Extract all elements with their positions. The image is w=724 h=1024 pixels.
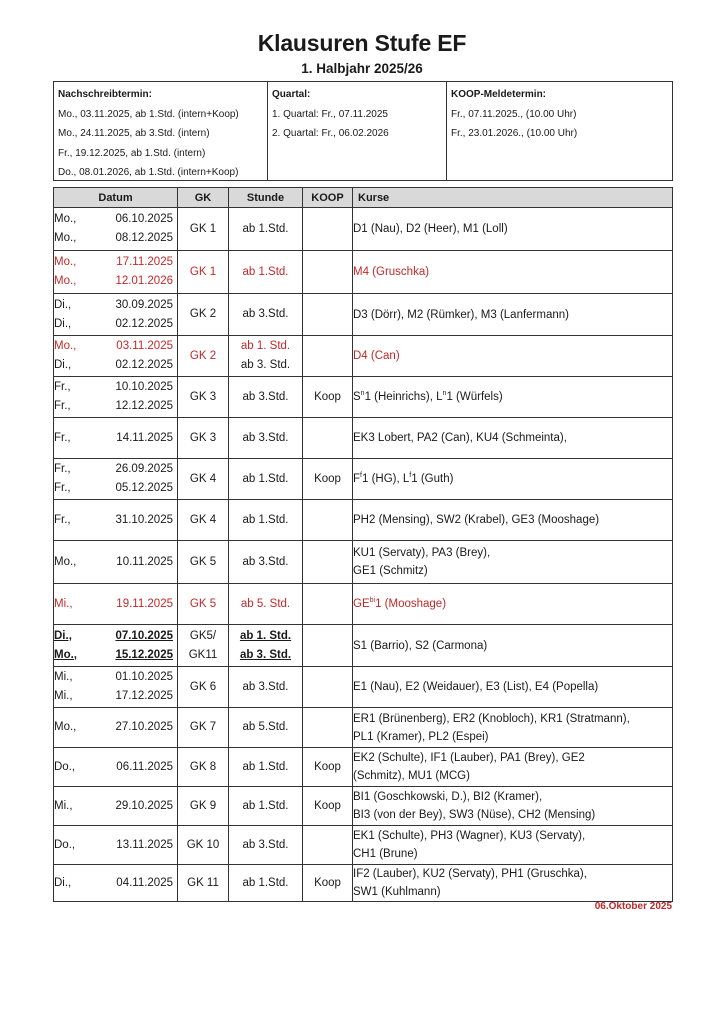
gk-cell: GK 7: [178, 708, 229, 748]
stunde-line: ab 3.Std.: [242, 838, 289, 851]
kurse-cell: [353, 667, 673, 708]
table-row: [54, 708, 673, 748]
quartal-heading: Quartal:: [272, 89, 311, 100]
koop-cell: [303, 541, 353, 584]
datum-cell: [54, 500, 178, 541]
datum-cell: [54, 787, 178, 826]
stunde-line: ab 1. Std.: [239, 629, 292, 642]
datum-cell: [54, 251, 178, 294]
koop-cell: [303, 208, 353, 251]
koop-cell: [303, 500, 353, 541]
stunde-line: ab 1. Std.: [240, 340, 291, 352]
kurse-line: EK3 Lobert, PA2 (Can), KU4 (Schmeinta),: [353, 432, 567, 444]
weekday: Di.,: [54, 317, 72, 330]
kurse-cell: [353, 336, 673, 377]
weekday: Mo.,: [54, 555, 77, 568]
stunde-cell: [229, 208, 303, 251]
stunde-cell: [229, 865, 303, 902]
kurse-cell: [353, 541, 673, 584]
table-row: [54, 459, 673, 500]
kurse-cell: [353, 748, 673, 787]
table-row: [54, 418, 673, 459]
column-header-gk: GK: [178, 188, 229, 208]
quartal-line: 1. Quartal: Fr., 07.11.2025: [272, 108, 388, 120]
gk-cell: GK 1: [178, 208, 229, 251]
gk-cell: GK 10: [178, 826, 229, 865]
date: 02.12.2025: [115, 317, 173, 330]
gk-cell: GK 3: [178, 377, 229, 418]
gk-cell: GK 4: [178, 500, 229, 541]
stunde-line: ab 3.Std.: [242, 431, 289, 444]
koop-meldetermin-section: [446, 82, 672, 180]
weekday: Di.,: [54, 876, 72, 889]
table-row: [54, 336, 673, 377]
weekday: Fr.,: [54, 400, 71, 412]
document-date: 06.Oktober 2025: [594, 901, 672, 912]
weekday: Mo.,: [54, 648, 77, 661]
kurse-line: CH1 (Brune): [353, 848, 418, 860]
datum-cell: [54, 418, 178, 459]
table-row: [54, 377, 673, 418]
kurse-cell: [353, 294, 673, 336]
date: 08.12.2025: [115, 232, 173, 244]
kurse-line: EK2 (Schulte), IF1 (Lauber), PA1 (Brey), GE2: [353, 752, 585, 764]
gk-cell: GK 11: [178, 865, 229, 902]
table-row: [54, 208, 673, 251]
gk-cell: GK 2: [178, 294, 229, 336]
table-row: [54, 294, 673, 336]
date: 06.11.2025: [116, 760, 173, 773]
table-row: [54, 865, 673, 902]
kurse-cell: [353, 787, 673, 826]
stunde-line: ab 1.Std.: [242, 472, 289, 485]
weekday: Fr.,: [54, 463, 71, 475]
nachschreibtermin-line: Mo., 24.11.2025, ab 3.Std. (intern): [58, 128, 210, 139]
date: 26.09.2025: [115, 463, 173, 475]
kurse-line: D1 (Nau), D2 (Heer), M1 (Loll): [353, 223, 508, 235]
stunde-line: ab 1.Std.: [242, 513, 289, 526]
koop-cell: [303, 336, 353, 377]
stunde-cell: [229, 708, 303, 748]
kurse-cell: [353, 584, 673, 625]
stunde-line: ab 1.Std.: [242, 799, 289, 812]
kurse-line: S1 (Barrio), S2 (Carmona): [353, 639, 488, 652]
nachschreibtermin-line: Fr., 19.12.2025, ab 1.Std. (intern): [58, 147, 206, 159]
gk-cell: GK5/ GK11: [178, 625, 229, 667]
koop-cell: [303, 418, 353, 459]
table-row: [54, 826, 673, 865]
nachschreibtermin-line: Do., 08.01.2026, ab 1.Std. (intern+Koop): [58, 167, 239, 178]
gk-cell: GK 6: [178, 667, 229, 708]
kurse-line: IF2 (Lauber), KU2 (Servaty), PH1 (Gruschka),: [353, 868, 587, 880]
quartal-line: 2. Quartal: Fr., 06.02.2026: [272, 128, 389, 139]
stunde-line: ab 5. Std.: [240, 597, 291, 610]
table-header-row: [54, 188, 673, 208]
datum-cell: [54, 541, 178, 584]
koop-cell: [303, 584, 353, 625]
koop-cell: [303, 708, 353, 748]
koop-cell: Koop: [303, 787, 353, 826]
page-title: Klausuren Stufe EF: [257, 30, 467, 56]
exam-schedule-table: [53, 187, 673, 902]
weekday: Mo.,: [54, 232, 77, 244]
gk-cell: GK 2: [178, 336, 229, 377]
date: 03.11.2025: [116, 340, 173, 352]
koop-cell: [303, 251, 353, 294]
datum-cell: [54, 294, 178, 336]
weekday: Fr.,: [54, 431, 71, 444]
datum-cell: [54, 584, 178, 625]
datum-cell: [54, 336, 178, 377]
date: 29.10.2025: [115, 799, 173, 812]
kurse-line: D3 (Dörr), M2 (Rümker), M3 (Lanfermann): [353, 308, 569, 321]
weekday: Fr.,: [54, 513, 71, 526]
koop-meldetermin-line: Fr., 07.11.2025., (10.00 Uhr): [451, 108, 577, 120]
kurse-line: $F^f1$ (HG), $L^f1$ (Guth): [353, 472, 454, 485]
column-header-koop: KOOP: [303, 188, 353, 208]
table-row: [54, 748, 673, 787]
stunde-cell: [229, 667, 303, 708]
koop-cell: [303, 625, 353, 667]
koop-cell: [303, 294, 353, 336]
koop-cell: Koop: [303, 748, 353, 787]
date: 10.10.2025: [115, 381, 173, 393]
koop-cell: [303, 826, 353, 865]
gk-cell: GK 5: [178, 541, 229, 584]
kurse-line: ER1 (Brünenberg), ER2 (Knobloch), KR1 (Stratmann),: [353, 712, 630, 725]
datum-cell: [54, 748, 178, 787]
nachschreibtermin-section: [54, 82, 267, 180]
weekday: Mo.,: [54, 256, 77, 268]
kurse-line: $S^n1$ (Heinrichs), $L^n1$ (Würfels): [353, 390, 503, 403]
stunde-cell: [229, 584, 303, 625]
stunde-line: ab 3.Std.: [242, 390, 289, 403]
stunde-line: ab 5.Std.: [242, 721, 289, 733]
stunde-cell: [229, 377, 303, 418]
date: 13.11.2025: [116, 838, 173, 851]
datum-cell: [54, 667, 178, 708]
date: 12.12.2025: [115, 400, 173, 412]
koop-cell: Koop: [303, 377, 353, 418]
stunde-line: ab 3. Std.: [240, 359, 291, 371]
table-row: [54, 667, 673, 708]
table-row: [54, 500, 673, 541]
stunde-cell: [229, 500, 303, 541]
stunde-cell: [229, 787, 303, 826]
kurse-line: PL1 (Kramer), PL2 (Espei): [353, 730, 489, 743]
nachschreibtermin-line: Mo., 03.11.2025, ab 1.Std. (intern+Koop): [58, 108, 239, 120]
table-row: [54, 787, 673, 826]
weekday: Do.,: [54, 838, 76, 851]
weekday: Di.,: [54, 359, 72, 371]
date: 10.11.2025: [116, 555, 173, 568]
date: 19.11.2025: [116, 597, 173, 610]
nachschreibtermin-heading: Nachschreibtermin:: [58, 89, 152, 100]
kurse-cell: [353, 708, 673, 748]
date: 05.12.2025: [115, 482, 173, 494]
kurse-cell: [353, 208, 673, 251]
stunde-line: ab 1.Std.: [242, 265, 289, 278]
date: 12.01.2026: [115, 275, 173, 287]
weekday: Mo.,: [54, 340, 77, 352]
kurse-line: EK1 (Schulte), PH3 (Wagner), KU3 (Servaty),: [353, 830, 586, 842]
koop-cell: Koop: [303, 459, 353, 500]
kurse-cell: [353, 459, 673, 500]
weekday: Fr.,: [54, 482, 71, 494]
stunde-line: ab 1.Std.: [242, 222, 289, 235]
date: 17.12.2025: [115, 690, 173, 702]
weekday: Mi.,: [54, 671, 73, 683]
weekday: Mi.,: [54, 799, 73, 812]
kurse-cell: [353, 625, 673, 667]
kurse-line: M4 (Gruschka): [353, 266, 430, 278]
table-row: [54, 584, 673, 625]
stunde-line: ab 3.Std.: [242, 680, 289, 693]
date: 15.12.2025: [115, 648, 173, 661]
stunde-line: ab 3.Std.: [242, 555, 289, 568]
gk-cell: GK 3: [178, 418, 229, 459]
date: 02.12.2025: [115, 359, 173, 371]
page-subtitle: 1. Halbjahr 2025/26: [301, 61, 423, 76]
datum-cell: [54, 708, 178, 748]
info-box: [53, 81, 673, 181]
datum-cell: [54, 377, 178, 418]
koop-cell: Koop: [303, 865, 353, 902]
kurse-cell: [353, 826, 673, 865]
column-header-stunde: Stunde: [229, 188, 303, 208]
kurse-cell: [353, 251, 673, 294]
koop-meldetermin-heading: KOOP-Meldetermin:: [451, 89, 547, 100]
kurse-line: E1 (Nau), E2 (Weidauer), E3 (List), E4 (Popella): [353, 681, 599, 693]
gk-cell: GK 4: [178, 459, 229, 500]
datum-cell: [54, 208, 178, 251]
table-body: [54, 208, 673, 902]
stunde-cell: [229, 418, 303, 459]
gk-cell: GK 8: [178, 748, 229, 787]
weekday: Di.,: [54, 629, 72, 642]
kurse-line: (Schmitz), MU1 (MCG): [353, 770, 470, 782]
gk-cell: GK 9: [178, 787, 229, 826]
weekday: Mo.,: [54, 213, 77, 225]
date: 30.09.2025: [115, 298, 173, 311]
stunde-cell: [229, 294, 303, 336]
kurse-line: KU1 (Servaty), PA3 (Brey),: [353, 547, 491, 559]
weekday: Mi.,: [54, 690, 73, 702]
datum-cell: [54, 625, 178, 667]
weekday: Do.,: [54, 760, 76, 773]
kurse-line: D4 (Can): [353, 350, 400, 362]
date: 14.11.2025: [116, 431, 173, 444]
date: 01.10.2025: [115, 671, 173, 683]
kurse-line: GE1 (Schmitz): [353, 565, 428, 577]
kurse-cell: [353, 500, 673, 541]
date: 07.10.2025: [115, 629, 173, 642]
table-row: [54, 625, 673, 667]
column-header-datum: Datum: [54, 188, 178, 208]
stunde-cell: [229, 826, 303, 865]
kurse-line: BI3 (von der Bey), SW3 (Nüse), CH2 (Mensing): [353, 809, 596, 821]
stunde-line: ab 3.Std.: [242, 308, 289, 320]
gk-cell: GK 5: [178, 584, 229, 625]
date: 17.11.2025: [116, 256, 173, 268]
stunde-line: ab 1.Std.: [242, 760, 289, 773]
stunde-cell: [229, 625, 303, 667]
date: 04.11.2025: [116, 876, 173, 889]
stunde-cell: [229, 459, 303, 500]
stunde-line: ab 1.Std.: [242, 876, 289, 889]
date: 31.10.2025: [115, 513, 173, 526]
quartal-section: [267, 82, 446, 180]
weekday: Mo.,: [54, 721, 77, 733]
weekday: Mo.,: [54, 275, 77, 287]
stunde-cell: [229, 748, 303, 787]
stunde-line: ab 3. Std.: [239, 648, 292, 661]
date: 06.10.2025: [115, 213, 173, 225]
table-row: [54, 251, 673, 294]
table-row: [54, 541, 673, 584]
kurse-cell: [353, 865, 673, 902]
date: 27.10.2025: [115, 721, 173, 733]
kurse-cell: [353, 377, 673, 418]
stunde-cell: [229, 336, 303, 377]
weekday: Di.,: [54, 298, 72, 311]
stunde-cell: [229, 541, 303, 584]
weekday: Mi.,: [54, 597, 73, 610]
stunde-cell: [229, 251, 303, 294]
datum-cell: [54, 865, 178, 902]
kurse-line: $GE^{bi}1$ (Mooshage): [353, 597, 447, 610]
datum-cell: [54, 459, 178, 500]
kurse-cell: [353, 418, 673, 459]
koop-meldetermin-line: Fr., 23.01.2026., (10.00 Uhr): [451, 128, 578, 139]
kurse-line: PH2 (Mensing), SW2 (Krabel), GE3 (Mooshage): [353, 514, 600, 526]
kurse-line: SW1 (Kuhlmann): [353, 886, 441, 898]
datum-cell: [54, 826, 178, 865]
column-header-kurse: Kurse: [353, 188, 673, 208]
weekday: Fr.,: [54, 381, 71, 393]
kurse-line: BI1 (Goschkowski, D.), BI2 (Kramer),: [353, 791, 543, 803]
koop-cell: [303, 667, 353, 708]
gk-cell: GK 1: [178, 251, 229, 294]
